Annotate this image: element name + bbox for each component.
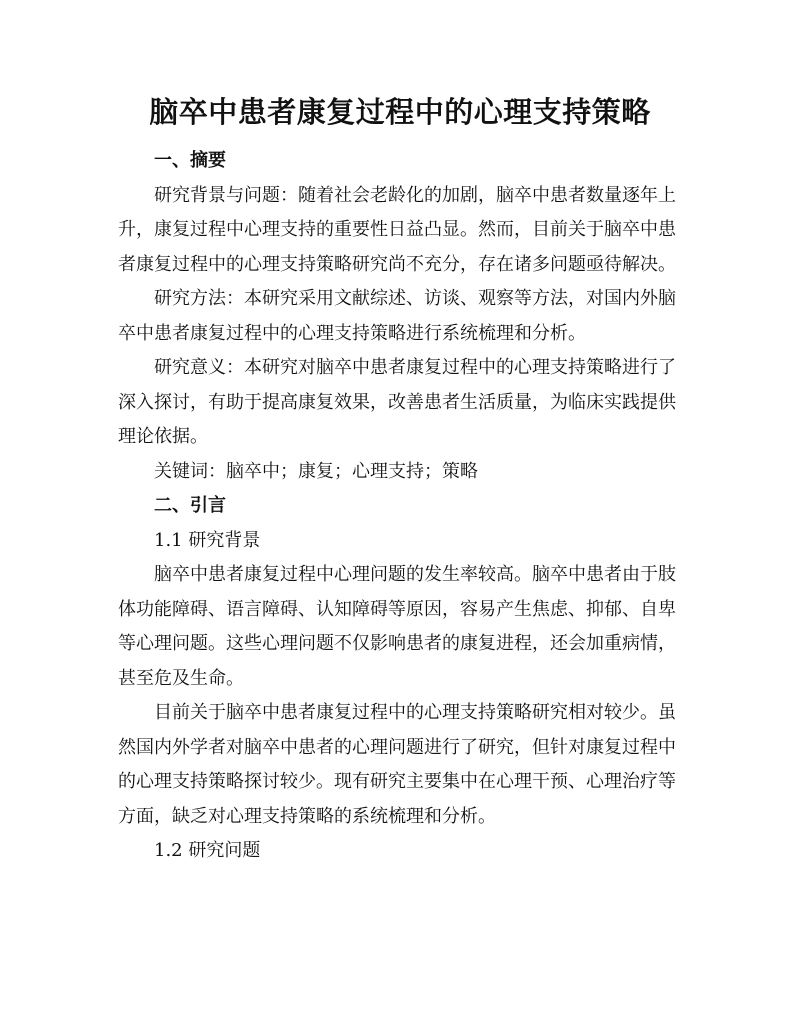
abstract-methods-paragraph: 研究方法：本研究采用文献综述、访谈、观察等方法，对国内外脑卒中患者康复过程中的心理支持策略进行系统梳理和分析。 <box>118 288 676 344</box>
document-body <box>118 144 676 869</box>
section-1-1-paragraph-1: 脑卒中患者康复过程中心理问题的发生率较高。脑卒中患者由于肢体功能障碍、语言障碍、认知障碍等原因，容易产生焦虑、抑郁、自卑等心理问题。这些心理问题不仅影响患者的康复进程，还会加重病情，甚至危及生命。 <box>118 564 676 689</box>
section-1-1-paragraph-2: 目前关于脑卒中患者康复过程中的心理支持策略研究相对较少。虽然国内外学者对脑卒中患者的心理问题进行了研究，但针对康复过程中的心理支持策略探讨较少。现有研究主要集中在心理干预、心理治疗等方面，缺乏对心理支持策略的系统梳理和分析。 <box>118 702 676 827</box>
abstract-heading: 一、摘要 <box>154 150 226 171</box>
abstract-background-paragraph: 研究背景与问题：随着社会老龄化的加剧，脑卒中患者数量逐年上升，康复过程中心理支持的重要性日益凸显。然而，目前关于脑卒中患者康复过程中的心理支持策略研究尚不充分，存在诸多问题亟待解决。 <box>118 184 676 275</box>
abstract-significance-paragraph: 研究意义：本研究对脑卒中患者康复过程中的心理支持策略进行了深入探讨，有助于提高康复效果，改善患者生活质量，为临床实践提供理论依据。 <box>118 357 676 447</box>
introduction-heading: 二、引言 <box>154 495 226 516</box>
keywords-line: 关键词：脑卒中；康复；心理支持；策略 <box>154 460 478 482</box>
section-1-1-heading: 1.1 研究背景 <box>154 529 261 551</box>
section-1-2-heading: 1.2 研究问题 <box>154 840 261 861</box>
document-title: 脑卒中患者康复过程中的心理支持策略 <box>149 95 651 129</box>
